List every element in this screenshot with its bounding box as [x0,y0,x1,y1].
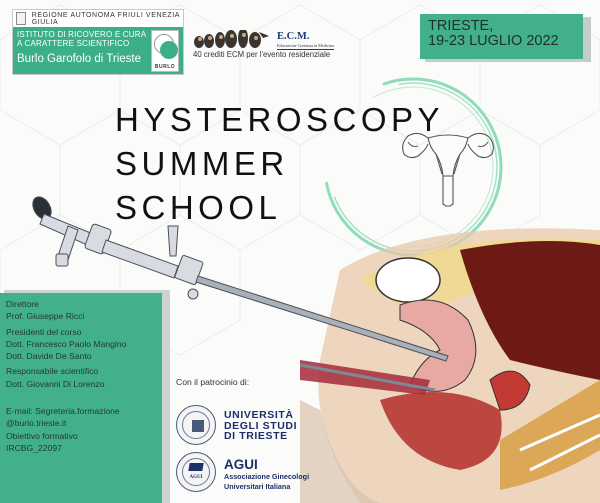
institute-type-line1: ISTITUTO DI RICOVERO E CURA [17,30,147,39]
title-line-3: SCHOOL [115,189,282,226]
university-line-2: DEGLI STUDI [224,419,298,432]
agui-full-line-2: Universitari Italiana [224,482,291,491]
objective-code: IRCBG_22097 [6,442,62,453]
institute-type-line2: A CARATTERE SCIENTIFICO [17,39,130,48]
ecm-logo [193,26,343,66]
event-dates: 19-23 LUGLIO 2022 [428,33,559,49]
title-line-2: SUMMER [115,145,289,182]
burlo-mark-icon [151,30,179,72]
agui-full-name [224,472,309,492]
objective-label: Obiettivo formativo [6,430,78,441]
university-trieste-name [224,410,297,442]
ecm-portrait-group-icon [193,30,271,48]
president-2: Dott. Davide De Santo [6,351,92,362]
email-line-2[interactable]: @burlo.trieste.it [6,418,67,429]
burlo-logo-body [13,27,183,74]
director-label: Direttore [6,299,39,309]
president-1: Dott. Francesco Paolo Mangino [6,338,127,349]
university-seal-icon [176,405,216,445]
event-city: TRIESTE, [428,18,494,34]
ecm-subtitle: Educazione Continua in Medicina [277,43,335,48]
burlo-mark-label: BURLO [154,64,176,70]
uterus-outline-icon [398,124,498,214]
region-crest-icon [16,12,26,25]
director-name: Prof. Giuseppe Ricci [6,311,85,322]
scientific-lead-name: Dott. Giovanni Di Lorenzo [6,378,105,389]
course-title [115,98,444,230]
agui-seal-label: AGUI [189,475,203,480]
event-date-box [420,14,586,59]
ecm-title: E.C.M. [277,31,310,42]
title-line-1: HYSTEROSCOPY [115,101,445,138]
agui-name: AGUI [224,457,258,472]
agui-full-line-1: Associazione Ginecologi [224,472,310,481]
graduation-cap-icon [188,463,203,471]
faculty-info-panel [0,290,166,503]
region-name: REGIONE AUTONOMA FRIULI VENEZIA GIULIA [31,11,180,26]
email-line-1[interactable]: E-mail: Segreteria.formazione [6,406,120,417]
patronage-label: Con il patrocinio di: [176,377,250,387]
university-line-3: DI TRIESTE [224,430,288,442]
ecm-credits: 40 crediti ECM per l'evento residenziale [193,50,331,59]
presidents-label: Presidenti del corso [6,326,82,337]
burlo-garofolo-logo [12,9,184,75]
agui-seal-icon [176,452,216,492]
university-line-1: UNIVERSITÀ [224,409,294,421]
scientific-lead-label: Responsabile scientifico [6,366,99,377]
region-banner [13,10,183,27]
institute-name: Burlo Garofolo di Trieste [17,53,142,65]
